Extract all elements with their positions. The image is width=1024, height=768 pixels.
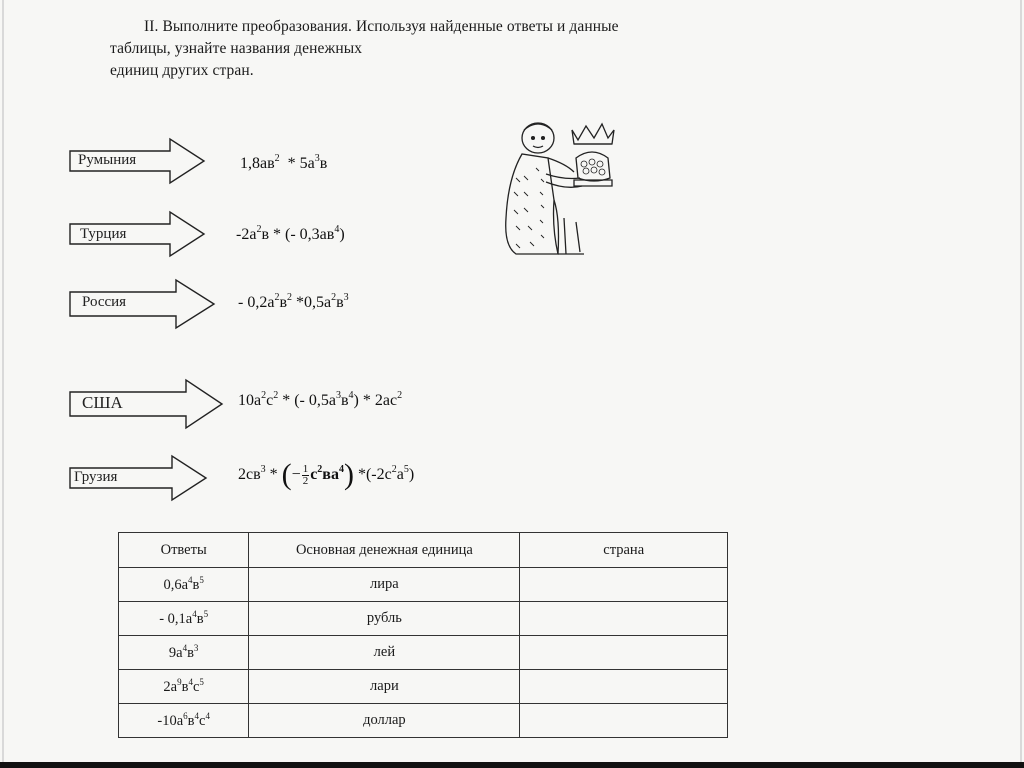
table-row — [119, 704, 728, 738]
expression: $2св^3$ * (− $\frac{1}{2}$ $с^2ва^4$) $*(-2с^2а^5)$ — [238, 458, 415, 491]
header-answers: Ответы — [119, 533, 249, 568]
country-label: Румыния — [78, 152, 137, 168]
country-blank-cell[interactable] — [520, 602, 728, 636]
title-line-1: II. Выполните преобразования. Используя найденные ответы и данные — [144, 18, 619, 35]
country-blank-cell[interactable] — [520, 704, 728, 738]
answer-cell: $0,6а^4в^5$ — [119, 568, 249, 602]
header-country: страна — [520, 533, 728, 568]
task-title — [110, 16, 710, 82]
expression: $10а^2с^2$ * (- $0,5а^3в^4) * 2ас^2$ — [238, 390, 403, 409]
expression: - $0,2а^2в^2$ $*0,5а^2в^3$ — [238, 292, 349, 311]
table-row — [119, 636, 728, 670]
king-with-crown-cake-drawing-icon — [488, 118, 620, 260]
table-header-row — [119, 533, 728, 568]
country-label: США — [82, 393, 123, 412]
table-row — [119, 568, 728, 602]
currency-cell: лей — [249, 636, 520, 670]
answer-cell: $9а^4в^3$ — [119, 636, 249, 670]
country-label: Грузия — [74, 469, 118, 485]
expression: $-2а^2в$ * (- $0,3ав^4$) — [236, 224, 345, 243]
bottom-bar — [0, 762, 1024, 768]
header-currency: Основная денежная единица — [249, 533, 520, 568]
fraction-one-half: $\frac{1}{2}$ — [302, 462, 309, 487]
country-blank-cell[interactable] — [520, 636, 728, 670]
expression: $1,8ав^2 * 5а^3в$ — [240, 153, 328, 172]
country-blank-cell[interactable] — [520, 568, 728, 602]
currency-cell: доллар — [249, 704, 520, 738]
answer-cell: $2а^9в^4с^5$ — [119, 670, 249, 704]
currency-cell: лари — [249, 670, 520, 704]
title-line-3: единиц других стран. — [110, 62, 254, 79]
answer-cell: - $0,1а^4в^5$ — [119, 602, 249, 636]
answer-cell: $-10а^6в^4с^4$ — [119, 704, 249, 738]
table-row — [119, 670, 728, 704]
frame-right-border — [1020, 0, 1022, 768]
answers-table — [118, 532, 728, 738]
country-blank-cell[interactable] — [520, 670, 728, 704]
currency-cell: лира — [249, 568, 520, 602]
country-label: Турция — [80, 226, 127, 242]
frame-left-border — [2, 0, 4, 768]
table-row — [119, 602, 728, 636]
currency-cell: рубль — [249, 602, 520, 636]
title-line-2: таблицы, узнайте названия денежных — [110, 40, 363, 57]
country-label: Россия — [82, 294, 127, 310]
